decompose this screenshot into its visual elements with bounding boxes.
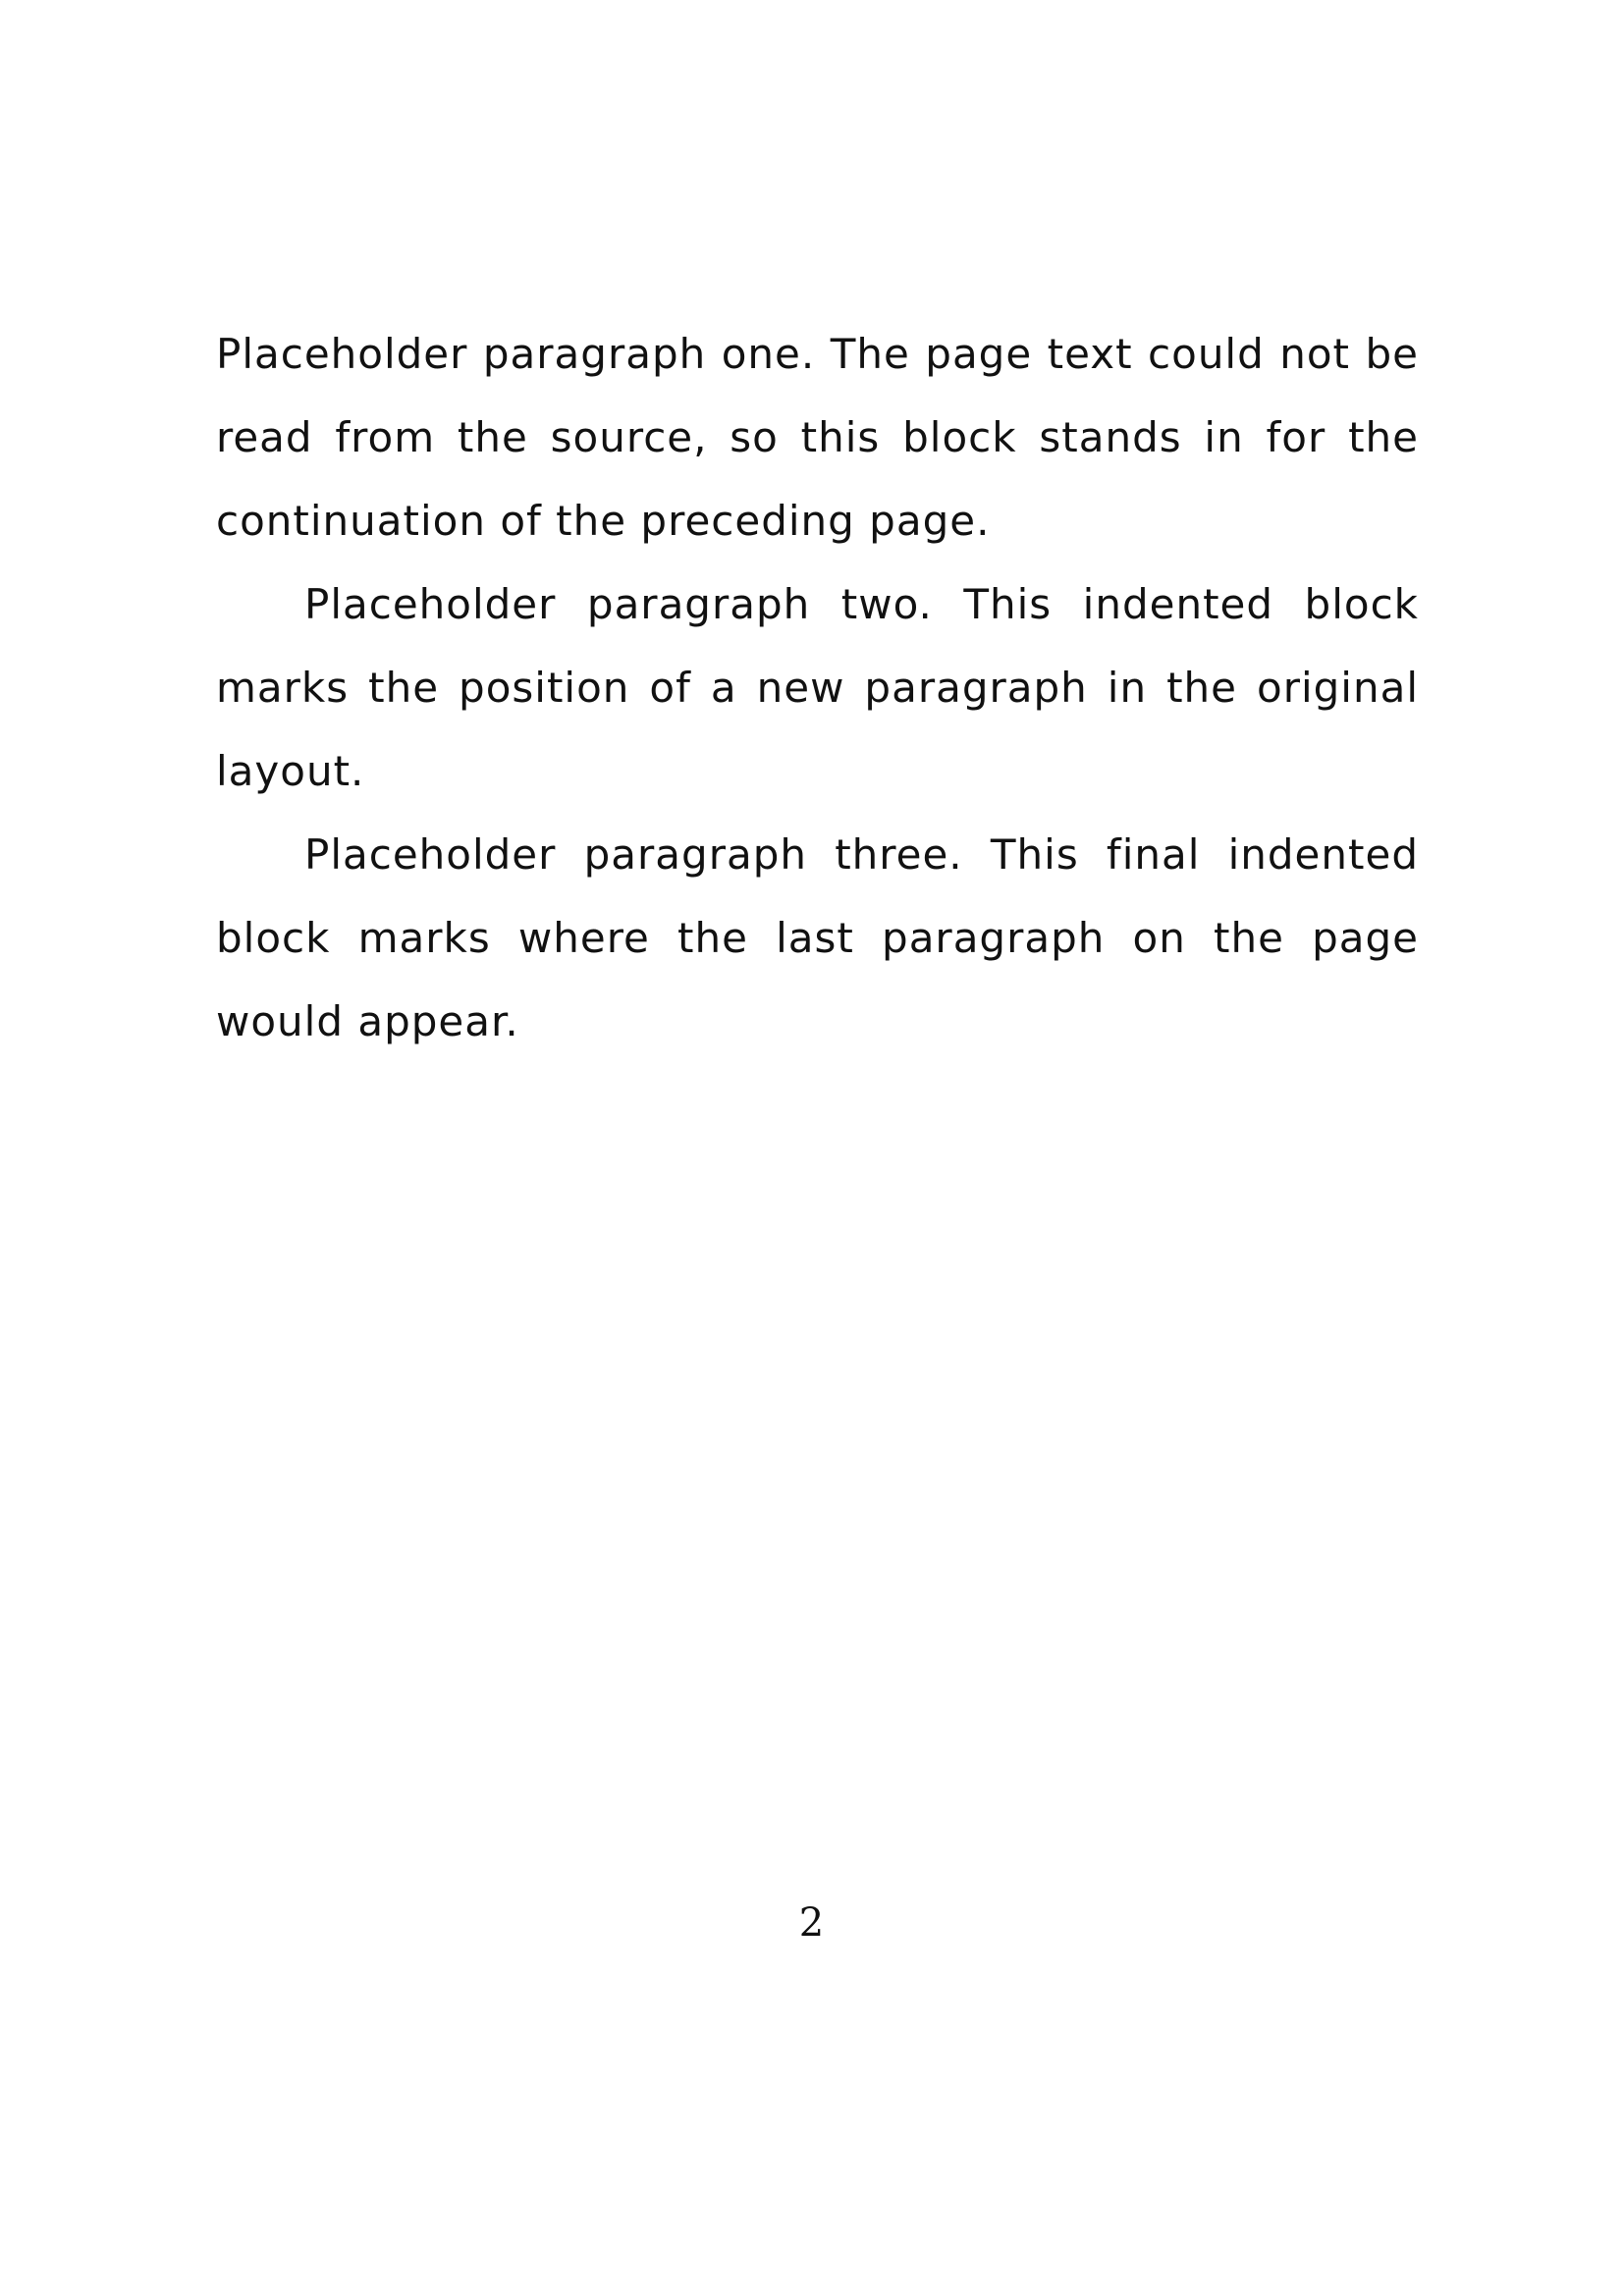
paragraph-continuation: Placeholder paragraph one. The page text could not be read from the source, so this block stands in for the continuation of the preceding page. (216, 330, 1419, 545)
paragraph-viewpoint-4: Placeholder paragraph three. This final indented block marks where the last paragraph on the page would appear. (216, 830, 1419, 1045)
document-body (216, 312, 1419, 1063)
paragraph-viewpoint-3: Placeholder paragraph two. This indented block marks the position of a new paragraph in the original layout. (216, 580, 1419, 795)
page-number: 2 (798, 1900, 825, 1946)
